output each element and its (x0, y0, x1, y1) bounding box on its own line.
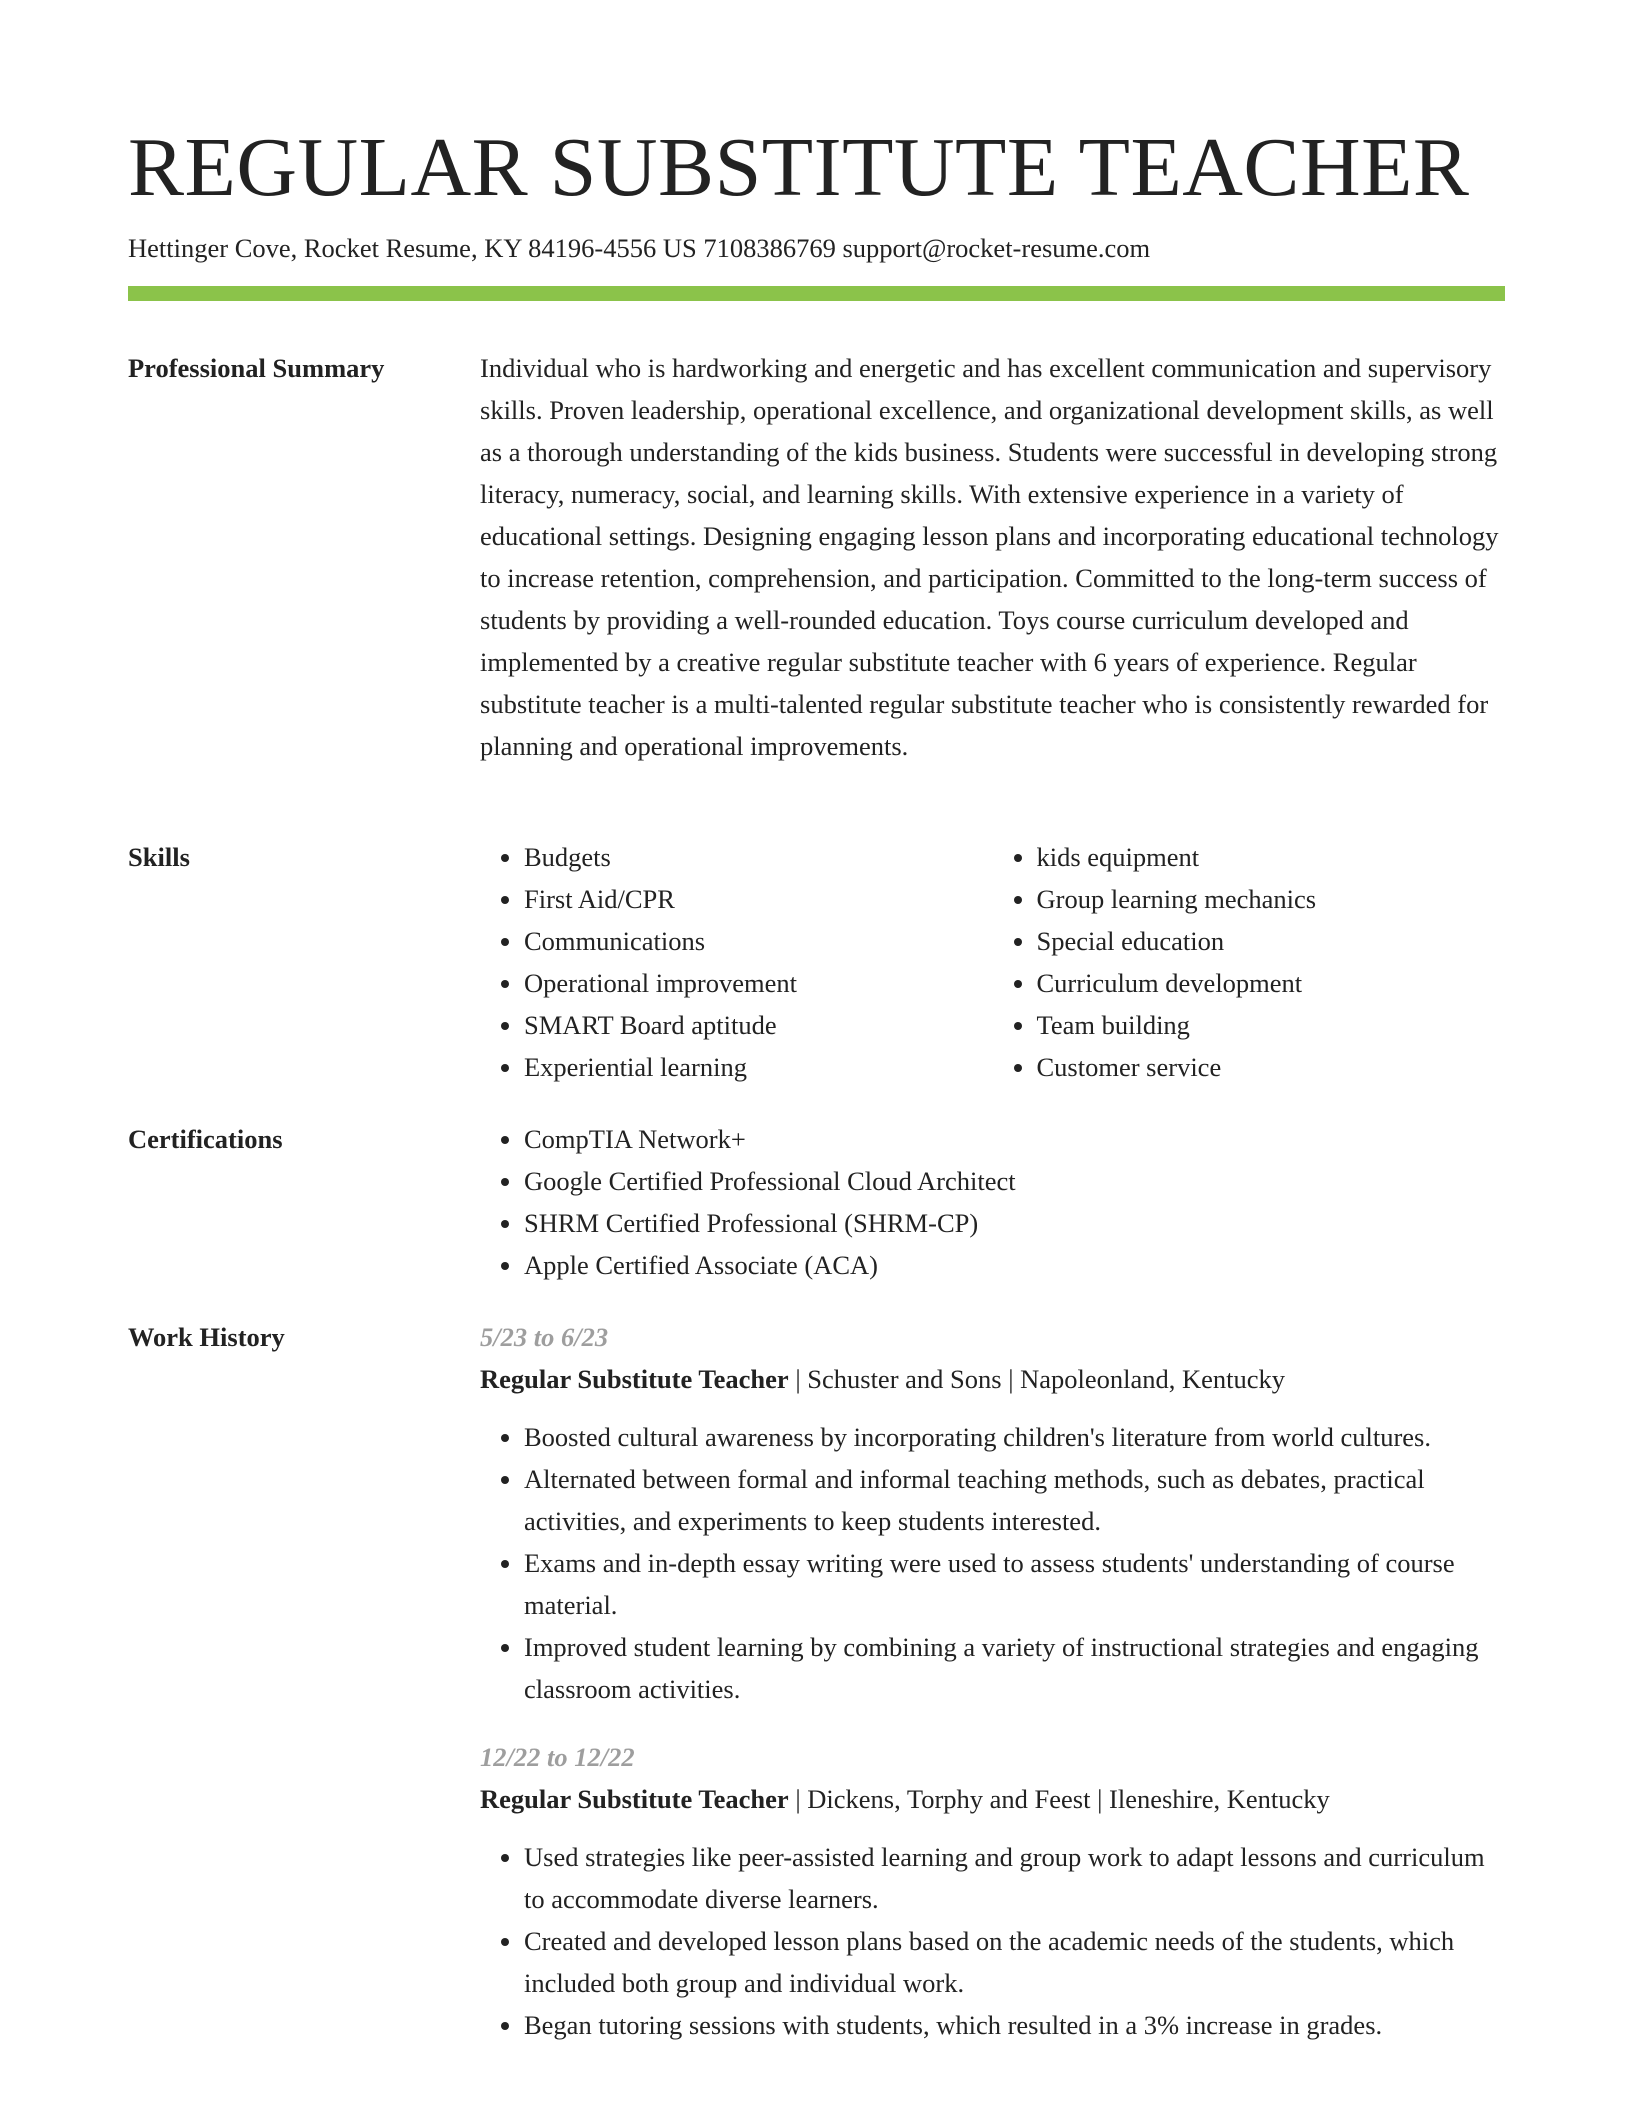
certifications-body (480, 1118, 1505, 1286)
job-heading (480, 1778, 1505, 1820)
skill-item: • kids equipment (1037, 836, 1506, 878)
job-entry (480, 1316, 1505, 1710)
skill-item: • Communications (524, 920, 993, 962)
certifications-label: Certifications (128, 1124, 283, 1154)
job-bullet: • Exams and in-depth essay writing were used to assess students' understanding of course material. (524, 1542, 1505, 1626)
candidate-name: REGULAR SUBSTITUTE TEACHER (128, 121, 1470, 214)
job-bullet: • Began tutoring sessions with students, which resulted in a 3% increase in grades. (524, 2004, 1505, 2046)
job-title: Regular Substitute Teacher (480, 1364, 789, 1394)
accent-divider (128, 286, 1505, 301)
job-title: Regular Substitute Teacher (480, 1784, 789, 1814)
skills-list-left (480, 836, 993, 1088)
job-dates: 5/23 to 6/23 (480, 1322, 609, 1352)
skills-columns (480, 836, 1505, 1088)
skills-label: Skills (128, 842, 190, 872)
certification-item: • Apple Certified Associate (ACA) (524, 1244, 1505, 1286)
skill-item: • Team building (1037, 1004, 1506, 1046)
job-bullets (480, 1416, 1505, 1710)
summary-label: Professional Summary (128, 353, 385, 383)
work-history-body (480, 1316, 1505, 2046)
skill-item: • Curriculum development (1037, 962, 1506, 1004)
skill-item: • Group learning mechanics (1037, 878, 1506, 920)
job-bullet: • Improved student learning by combining a variety of instructional strategies and engaging classroom activities. (524, 1626, 1505, 1710)
certification-item: • CompTIA Network+ (524, 1118, 1505, 1160)
summary-body (480, 347, 1505, 767)
skills-list-right (993, 836, 1506, 1088)
summary-text: Individual who is hardworking and energetic and has excellent communication and supervisory skills. Proven leadership, operational excellence, and organizational development skills, as well as a thorough understanding of the kids business. Students were successful in developing strong literacy, numeracy, social, and learning skills. With extensive experience in a variety of educational settings. Designing engaging lesson plans and incorporating educational technology to increase retention, comprehension, and participation. Committed to the long-term success of students by providing a well-rounded education. Toys course curriculum developed and implemented by a creative regular substitute teacher with 6 years of experience. Regular substitute teacher is a multi-talented regular substitute teacher who is consistently rewarded for planning and operational improvements. (480, 353, 1499, 761)
skill-item: • First Aid/CPR (524, 878, 993, 920)
skill-item: • Experiential learning (524, 1046, 993, 1088)
job-bullets (480, 1836, 1505, 2046)
certification-item: • SHRM Certified Professional (SHRM-CP) (524, 1202, 1505, 1244)
skill-item: • SMART Board aptitude (524, 1004, 993, 1046)
job-bullet: • Created and developed lesson plans based on the academic needs of the students, which included both group and individual work. (524, 1920, 1505, 2004)
skill-item: • Customer service (1037, 1046, 1506, 1088)
resume-header (128, 118, 1505, 266)
job-employer-location: | Dickens, Torphy and Feest | Ileneshire, Kentucky (788, 1784, 1330, 1814)
job-bullet: • Alternated between formal and informal teaching methods, such as debates, practical activities, and experiments to keep students interested. (524, 1458, 1505, 1542)
certifications-list (480, 1118, 1505, 1286)
job-employer-location: | Schuster and Sons | Napoleonland, Kentucky (788, 1364, 1286, 1394)
work-history-label: Work History (128, 1322, 285, 1352)
job-entry (480, 1736, 1505, 2046)
skills-body (480, 836, 1505, 1088)
job-bullet: • Used strategies like peer-assisted learning and group work to adapt lessons and curriculum to accommodate diverse learners. (524, 1836, 1505, 1920)
job-bullet: • Boosted cultural awareness by incorporating children's literature from world cultures. (524, 1416, 1505, 1458)
skill-item: • Operational improvement (524, 962, 993, 1004)
certification-item: • Google Certified Professional Cloud Architect (524, 1160, 1505, 1202)
job-heading (480, 1358, 1505, 1400)
job-dates: 12/22 to 12/22 (480, 1742, 635, 1772)
skill-item: • Budgets (524, 836, 993, 878)
skill-item: • Special education (1037, 920, 1506, 962)
contact-line: Hettinger Cove, Rocket Resume, KY 84196-4556 US 7108386769 support@rocket-resume.com (128, 233, 1151, 263)
